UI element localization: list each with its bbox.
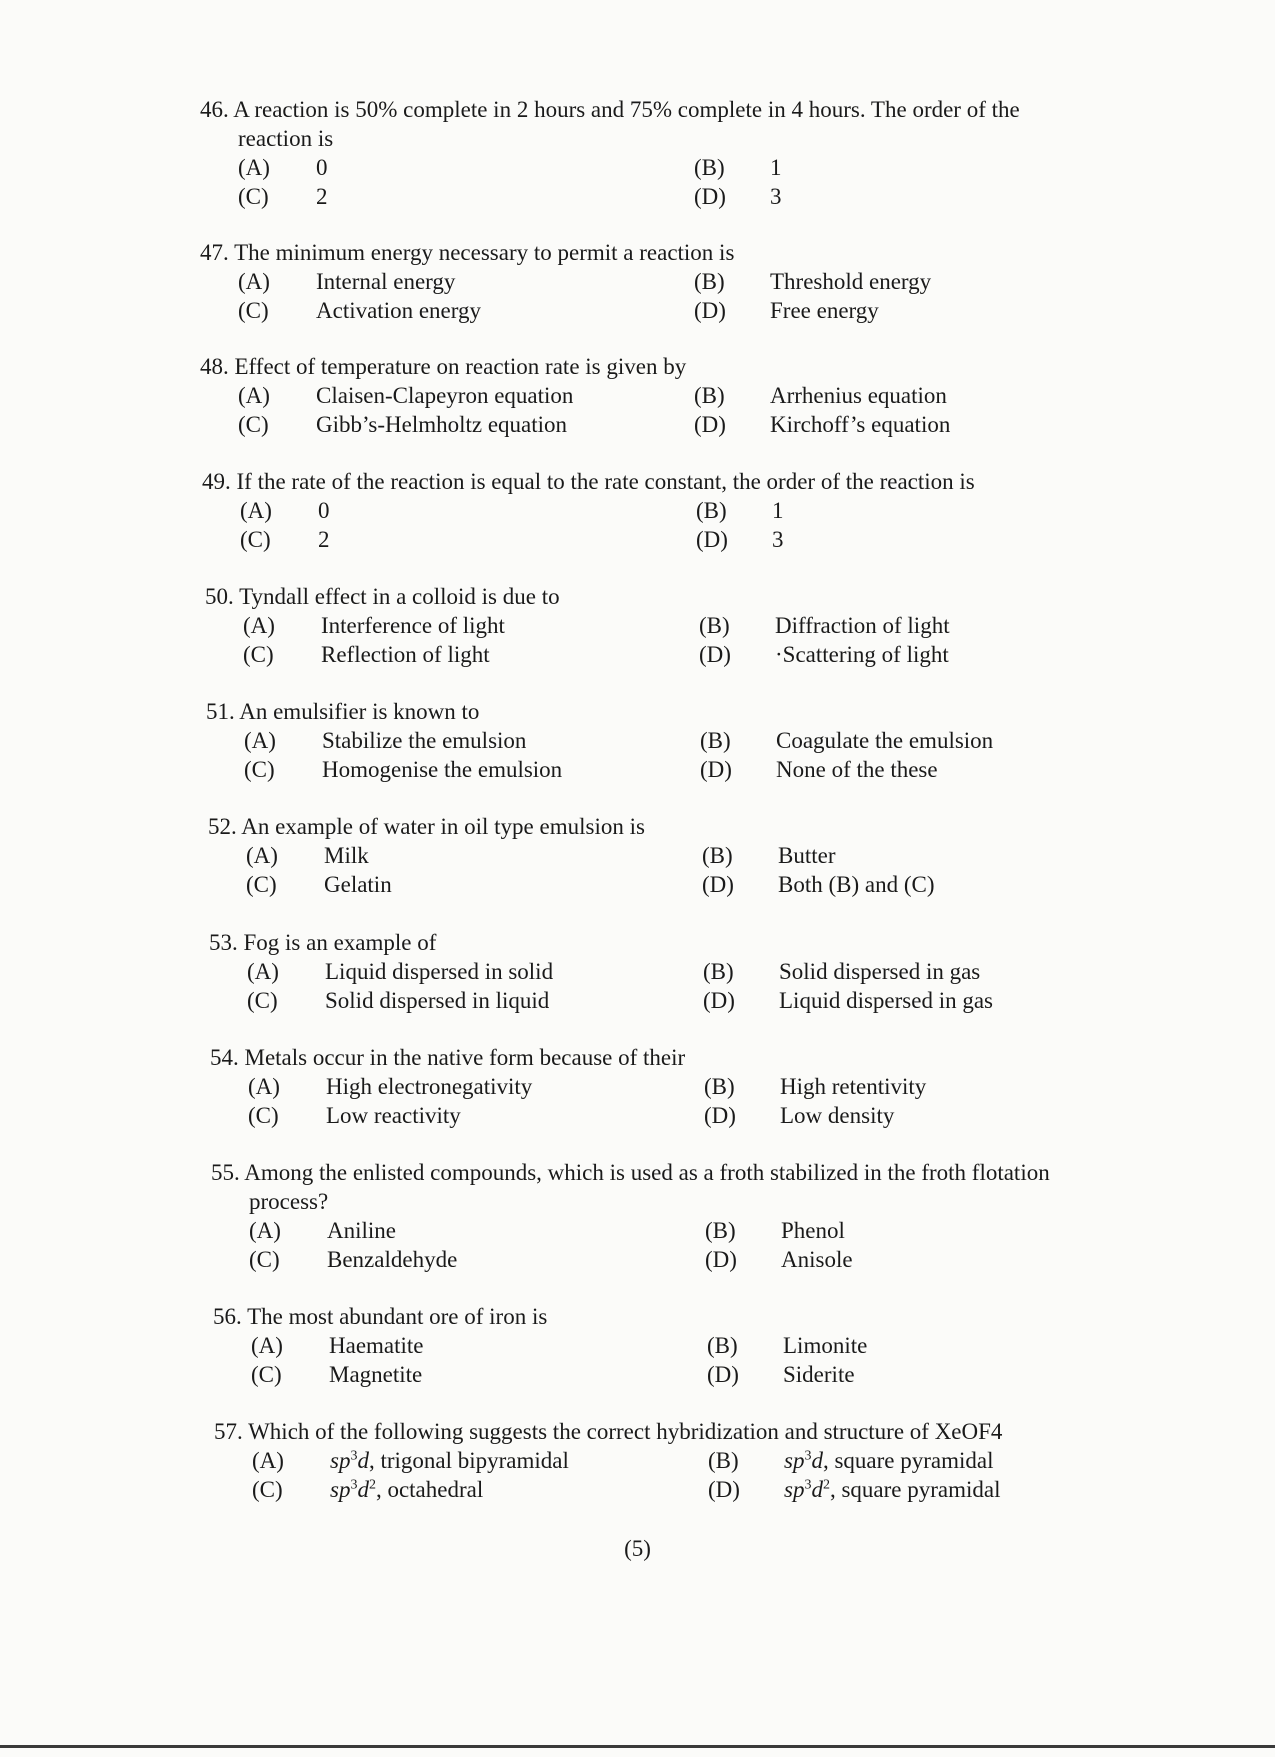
option-row [205,640,1165,669]
option-text: Butter [778,843,836,868]
option-text: Low reactivity [326,1103,461,1128]
option-text: 1 [770,155,782,180]
option-letter: (B) [702,843,733,868]
hybrid-base: sp [330,1448,351,1473]
question-54 [210,1043,1170,1130]
option-text: Gibb’s-Helmholtz equation [316,412,568,437]
hybrid-d: d [357,1477,369,1502]
option-letter: (D) [700,757,732,782]
option-letter: (A) [238,155,270,180]
question-number: 51. [206,699,235,724]
question-number: 54. [210,1045,239,1070]
option-letter: (C) [238,298,269,323]
option-row [209,957,1169,986]
option-letter: (C) [247,988,278,1013]
question-text [209,928,1169,957]
option-text: Siderite [783,1362,855,1387]
question-number: 53. [209,930,238,955]
option-text: Benzaldehyde [327,1247,458,1272]
question-line: Tyndall effect in a colloid is due to [239,584,560,609]
question-text [200,352,1160,381]
option-letter: (A) [246,843,278,868]
option-row [205,611,1165,640]
option-structure: , square pyramidal [822,1448,994,1473]
question-text [205,582,1165,611]
option-letter: (D) [694,412,726,437]
question-line: The minimum energy necessary to permit a reaction is [234,240,735,265]
hybrid-d: d [811,1477,823,1502]
question-line-continued: process? [249,1189,329,1214]
option-row [210,1101,1170,1130]
question-text [202,467,1162,496]
option-text: None of the these [776,757,938,782]
question-text [213,1302,1173,1331]
option-letter: (B) [707,1333,738,1358]
option-letter: (A) [244,728,276,753]
question-line: Which of the following suggests the correct hybridization and structure of XeOF4 [248,1419,1003,1444]
option-text: Gelatin [324,872,392,897]
option-letter: (D) [702,872,734,897]
option-letter: (B) [696,498,727,523]
option-letter: (B) [704,1074,735,1099]
question-line-continued: reaction is [238,126,334,151]
option-letter: (C) [246,872,277,897]
option-letter: (A) [238,383,270,408]
option-row [200,410,1160,439]
option-letter: (A) [248,1074,280,1099]
option-row [208,841,1168,870]
option-text [330,1475,483,1504]
question-line: A reaction is 50% complete in 2 hours and 75% complete in 4 hours. The order of the [233,97,1020,122]
option-structure: , octahedral [375,1477,484,1502]
option-text: 2 [318,527,330,552]
hybrid-base: sp [784,1477,805,1502]
option-row [200,381,1160,410]
option-row [209,986,1169,1015]
option-text: Low density [780,1103,895,1128]
option-letter: (A) [249,1218,281,1243]
option-text: Arrhenius equation [770,383,947,408]
option-row [200,182,1160,211]
question-number: 46. [200,97,229,122]
option-row [200,296,1160,325]
option-letter: (C) [238,412,269,437]
question-48 [200,352,1160,439]
question-number: 55. [211,1160,240,1185]
option-text: Solid dispersed in liquid [325,988,550,1013]
question-text [200,238,1160,267]
option-row [202,496,1162,525]
question-57 [214,1417,1174,1504]
option-text: Coagulate the emulsion [776,728,994,753]
hybrid-sup: 3 [804,1477,812,1493]
question-line: If the rate of the reaction is equal to the rate constant, the order of the reaction is [236,469,975,494]
option-letter: (C) [240,527,271,552]
option-text: 0 [318,498,330,523]
hybrid-sup: 3 [350,1448,358,1464]
question-53 [209,928,1169,1015]
option-row [206,726,1166,755]
option-letter: (D) [707,1362,739,1387]
option-letter: (C) [251,1362,282,1387]
option-letter: (B) [694,269,725,294]
option-text: 2 [316,184,328,209]
option-text: Diffraction of light [775,613,950,638]
question-number: 56. [213,1304,242,1329]
option-row [211,1216,1171,1245]
option-text: Liquid dispersed in solid [325,959,554,984]
question-text [200,95,1160,153]
option-row [208,870,1168,899]
question-number: 47. [200,240,229,265]
option-letter: (A) [247,959,279,984]
option-letter: (A) [252,1448,284,1473]
option-text: Anisole [781,1247,853,1272]
question-line: An example of water in oil type emulsion is [241,814,645,839]
question-55 [211,1158,1171,1274]
question-text [211,1158,1171,1216]
option-letter: (D) [703,988,735,1013]
option-letter: (B) [703,959,734,984]
hybrid-base: sp [330,1477,351,1502]
option-text: Liquid dispersed in gas [779,988,993,1013]
option-row [213,1331,1173,1360]
question-52 [208,812,1168,899]
option-text [330,1446,569,1475]
hybrid-sup: 2 [822,1477,830,1493]
question-46 [200,95,1160,211]
option-text: Milk [324,843,369,868]
hybrid-base: sp [784,1448,805,1473]
option-text: Free energy [770,298,879,323]
option-text: Stabilize the emulsion [322,728,527,753]
option-text: Claisen-Clapeyron equation [316,383,574,408]
option-letter: (B) [694,155,725,180]
question-47 [200,238,1160,325]
option-text: Internal energy [316,269,456,294]
option-row [206,755,1166,784]
question-text [210,1043,1170,1072]
question-51 [206,697,1166,784]
option-text: High electronegativity [326,1074,533,1099]
option-letter: (B) [700,728,731,753]
question-line: The most abundant ore of iron is [247,1304,548,1329]
option-letter: (A) [243,613,275,638]
hybrid-sup: 2 [368,1477,376,1493]
option-letter: (D) [696,527,728,552]
option-letter: (C) [244,757,275,782]
option-text [784,1475,1000,1504]
option-row [213,1360,1173,1389]
question-50 [205,582,1165,669]
option-letter: (D) [694,298,726,323]
option-text: 3 [770,184,782,209]
question-line: An emulsifier is known to [239,699,480,724]
option-row [214,1446,1174,1475]
option-letter: (A) [251,1333,283,1358]
option-letter: (C) [249,1247,280,1272]
option-letter: (A) [240,498,272,523]
question-line: Effect of temperature on reaction rate is given by [234,354,687,379]
option-letter: (B) [694,383,725,408]
option-letter: (D) [708,1477,740,1502]
option-text: ·Scattering of light [775,642,949,667]
hybrid-d: d [357,1448,369,1473]
option-letter: (D) [704,1103,736,1128]
option-text: Interference of light [321,613,505,638]
option-text: Kirchoff’s equation [770,412,951,437]
option-letter: (A) [238,269,270,294]
option-text: Haematite [329,1333,424,1358]
question-text [214,1417,1174,1446]
hybrid-sup: 3 [350,1477,358,1493]
option-row [211,1245,1171,1274]
option-letter: (B) [699,613,730,638]
hybrid-d: d [811,1448,823,1473]
option-text: Solid dispersed in gas [779,959,981,984]
question-49 [202,467,1162,554]
option-letter: (C) [238,184,269,209]
option-text: 1 [772,498,784,523]
option-structure: , square pyramidal [829,1477,1001,1502]
option-letter: (C) [243,642,274,667]
option-text: Activation energy [316,298,481,323]
question-number: 57. [214,1419,243,1444]
question-line: Metals occur in the native form because of their [244,1045,686,1070]
question-line: Fog is an example of [243,930,437,955]
option-text: Homogenise the emulsion [322,757,563,782]
option-row [214,1475,1174,1504]
option-letter: (D) [699,642,731,667]
option-letter: (D) [705,1247,737,1272]
question-number: 48. [200,354,229,379]
option-structure: , trigonal bipyramidal [368,1448,569,1473]
option-letter: (C) [252,1477,283,1502]
question-number: 49. [202,469,231,494]
question-text [206,697,1166,726]
option-text: Aniline [327,1218,396,1243]
option-row [200,153,1160,182]
question-number: 50. [205,584,234,609]
question-line: Among the enlisted compounds, which is used as a froth stabilized in the froth flotation [244,1160,1050,1185]
option-text: Reflection of light [321,642,490,667]
hybrid-sup: 3 [804,1448,812,1464]
question-text [208,812,1168,841]
option-text: Both (B) and (C) [778,872,935,897]
option-text [784,1446,993,1475]
question-number: 52. [208,814,237,839]
option-letter: (B) [708,1448,739,1473]
page-number: (5) [624,1536,651,1561]
bottom-rule [0,1745,1275,1748]
option-text: Magnetite [329,1362,423,1387]
question-56 [213,1302,1173,1389]
option-letter: (C) [248,1103,279,1128]
option-text: 0 [316,155,328,180]
option-row [210,1072,1170,1101]
option-letter: (D) [694,184,726,209]
option-row [200,267,1160,296]
option-text: High retentivity [780,1074,927,1099]
option-text: 3 [772,527,784,552]
option-text: Phenol [781,1218,845,1243]
option-text: Threshold energy [770,269,932,294]
option-row [202,525,1162,554]
option-letter: (B) [705,1218,736,1243]
option-text: Limonite [783,1333,868,1358]
